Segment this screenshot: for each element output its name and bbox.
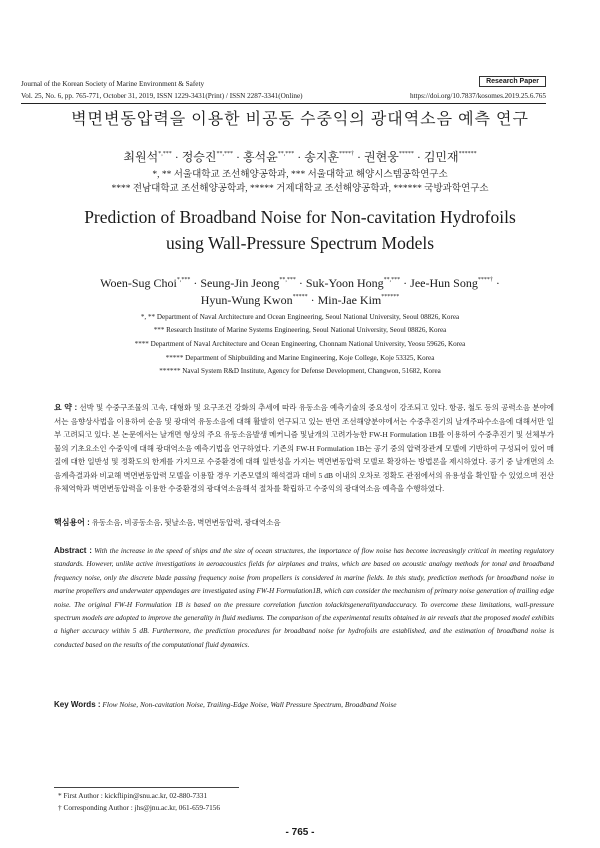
keywords-english xyxy=(54,700,554,709)
authors-korean xyxy=(0,148,600,165)
author-mark: ***** xyxy=(398,151,414,157)
author-separator: · xyxy=(235,150,240,164)
author-name: 최원석 xyxy=(123,150,159,164)
author-separator: · xyxy=(297,150,302,164)
footnote-corresponding-author: † Corresponding Author : jhs@jnu.ac.kr, 061-659-7156 xyxy=(58,803,221,812)
title-korean: 벽면변동압력을 이용한 비공동 수중익의 광대역소음 예측 연구 xyxy=(71,111,529,128)
author-separator: · xyxy=(416,150,421,164)
author-mark: *,*** xyxy=(176,277,191,283)
author-mark: ****† xyxy=(339,151,355,157)
author-mark: ***** xyxy=(292,294,308,300)
author-name: 정승진 xyxy=(181,150,217,164)
author-mark: *,*** xyxy=(158,151,172,157)
affiliation-english: *, ** Department of Naval Architecture and Ocean Engineering, Seoul National University, Seoul 08826, Korea xyxy=(140,313,460,321)
author-separator: · xyxy=(310,293,315,307)
affiliation-english: ***** Department of Shipbuilding and Marine Engineering, Koje College, Koje 53325, Korea xyxy=(165,354,435,362)
keywords-english-text: Flow Noise, Non-cavitation Noise, Trailing-Edge Noise, Wall Pressure Spectrum, Broadband Noise xyxy=(102,700,397,709)
affiliation-korean: *, ** 서울대학교 조선해양공학과, *** 서울대학교 해양시스템공학연구소 xyxy=(152,170,448,180)
author-name: Hyun-Wung Kwon xyxy=(200,293,293,307)
author-mark: **,*** xyxy=(216,151,233,157)
page-number: - 765 - xyxy=(285,827,315,838)
keywords-korean-text: 유동소음, 비공동소음, 뒷날소음, 벽면변동압력, 광대역소음 xyxy=(91,518,281,527)
authors-english xyxy=(0,293,600,308)
keywords-korean xyxy=(54,517,554,528)
author-name: Min-Jae Kim xyxy=(317,293,382,307)
author-separator: · xyxy=(403,276,408,290)
author-name: Suk-Yoon Hong xyxy=(305,276,384,290)
research-paper-badge: Research Paper xyxy=(479,76,546,87)
keywords-korean-label: 핵심용어 : xyxy=(54,518,90,527)
abstract-korean xyxy=(54,401,554,496)
author-name: 권현웅 xyxy=(364,150,399,164)
author-name: 김민재 xyxy=(423,150,459,164)
author-name: 홍석윤 xyxy=(242,150,278,164)
affiliation-english: ****** Naval System R&D Institute, Agency for Defense Development, Changwon, 51682, Korea xyxy=(159,367,441,375)
author-mark: **,*** xyxy=(383,277,401,283)
footnote-first-author: * First Author : kickflipin@snu.ac.kr, 02-880-7331 xyxy=(58,791,208,800)
affiliation-english: *** Research Institute of Marine Systems Engineering, Seoul National University, Seoul 08826, Korea xyxy=(153,326,447,334)
author-mark: **,*** xyxy=(277,151,295,157)
title-english-line: Prediction of Broadband Noise for Non-cavitation Hydrofoils xyxy=(84,207,516,227)
abstract-english-text: With the increase in the speed of ships and the size of ocean structures, the importance of flow noise has become increasingly critical in meeting regulatory standards. However, unlike active investigations in aeroacoustics fields for airplanes and trains, which are based on acoustic analogy methods for tonal and broadband frequency noise, only the discrete blade passing frequency noise from propellers is considered in marine fields. In this study, prediction methods for broadband noise in marine propellers and underwater appendages are investigated using FW-H Formulation1B, which can consider the mechanism of primary noise generation of trailing edge noise. The original FW-H Formulation 1B is based on the pressure correlation function tolackitsgeneralityandaccuracy. To overcome these limitations, wall-pressure spectrum models are adopted to improve the generality in fluid mediums. The comparison of the experimental results obtained in air reveals that the proposed model exhibits a higher accuracy within 5 dB. Furthermore, the prediction procedures for broadband noise for hydrofoils are established, and the estimation of broadband noise is conducted based on the results of the computational fluid dynamics. xyxy=(54,547,555,649)
author-mark: ****** xyxy=(458,151,477,157)
abstract-korean-label: 요 약 : xyxy=(54,403,78,412)
author-separator: · xyxy=(298,276,303,290)
journal-name: Journal of the Korean Society of Marine Environment & Safety xyxy=(21,80,205,88)
authors-english xyxy=(0,276,600,291)
author-separator: · xyxy=(193,276,198,290)
volume-info: Vol. 25, No. 6, pp. 765-771, October 31, 2019, ISSN 1229-3431(Print) / ISSN 2287-3341(Online) xyxy=(21,92,303,100)
abstract-english-label: Abstract : xyxy=(54,546,92,555)
author-mark: **,*** xyxy=(279,277,296,283)
header-rule xyxy=(21,103,546,104)
keywords-english-label: Key Words : xyxy=(54,700,101,709)
author-name: Woen-Sug Choi xyxy=(100,276,177,290)
author-mark: ****** xyxy=(381,294,400,300)
author-separator: · xyxy=(174,150,179,164)
author-name: Jee-Hun Song xyxy=(410,276,478,290)
author-mark: ****† xyxy=(477,277,493,283)
affiliation-korean: **** 전남대학교 조선해양공학과, ***** 거제대학교 조선해양공학과, ****** 국방과학연구소 xyxy=(111,184,489,194)
author-name: 송지훈 xyxy=(304,150,340,164)
footnote-rule xyxy=(54,787,239,788)
author-separator: · xyxy=(357,150,362,164)
abstract-korean-text: 선박 및 수중구조물의 고속, 대형화 및 요구조건 강화의 추세에 따라 유동소음 예측기술의 중요성이 강조되고 있다. 항공, 철도 등의 공력소음 분야에서는 음향상사법을 이용하여 순음 및 광대역 유동소음에 대해 활발히 연구되고 있는 반면 조선해양분야에서는 수중추진기의 날개주파수소음에 대해서만 일부 고려되고 있다. 본 논문에서는 날개면 형상의 주요 유동소음발생 메커니즘 및날개의 고려가능한 FW-H Formulation 1B를 이용하여 수중추진기 및 선체부가물의 기초요소인 수중익에 대해 광대역소음 예측기법을 연구하였다. 기존의 FW-H Formulation 1B는 공기 중의 압력장관계 모델에 기반하여 구성되어 있어 매질에 대한 일반성 및 정확도의 한계를 가지므로 수중환경에 대해 일반성을 가지는 벽면변동압력 모델로 확장하는 방법론을 제시하였다. 공기 중 날개면의 소음계측결과와 비교해 벽면변동압력 모델을 이용할 경우 기존모델의 해석결과 대비 5 dB 이내의 오차로 정확도 관점에서의 유용성을 확인할 수 있었으며 전산유체역학과 벽면변동압력을 이용한 수중환경의 광대역소음해석 절차를 확립하고 수중익의 광대역소음 예측을 수행하였다. xyxy=(54,403,554,493)
author-name: Seung-Jin Jeong xyxy=(200,276,280,290)
affiliation-english: **** Department of Naval Architecture and Ocean Engineering, Chonnam National University, Yeosu 59626, Korea xyxy=(134,340,466,348)
doi-link[interactable]: https://doi.org/10.7837/kosomes.2019.25.6.765 xyxy=(409,92,546,100)
author-separator: · xyxy=(495,276,500,290)
title-english-line: using Wall-Pressure Spectrum Models xyxy=(165,233,435,253)
abstract-english xyxy=(54,544,554,652)
